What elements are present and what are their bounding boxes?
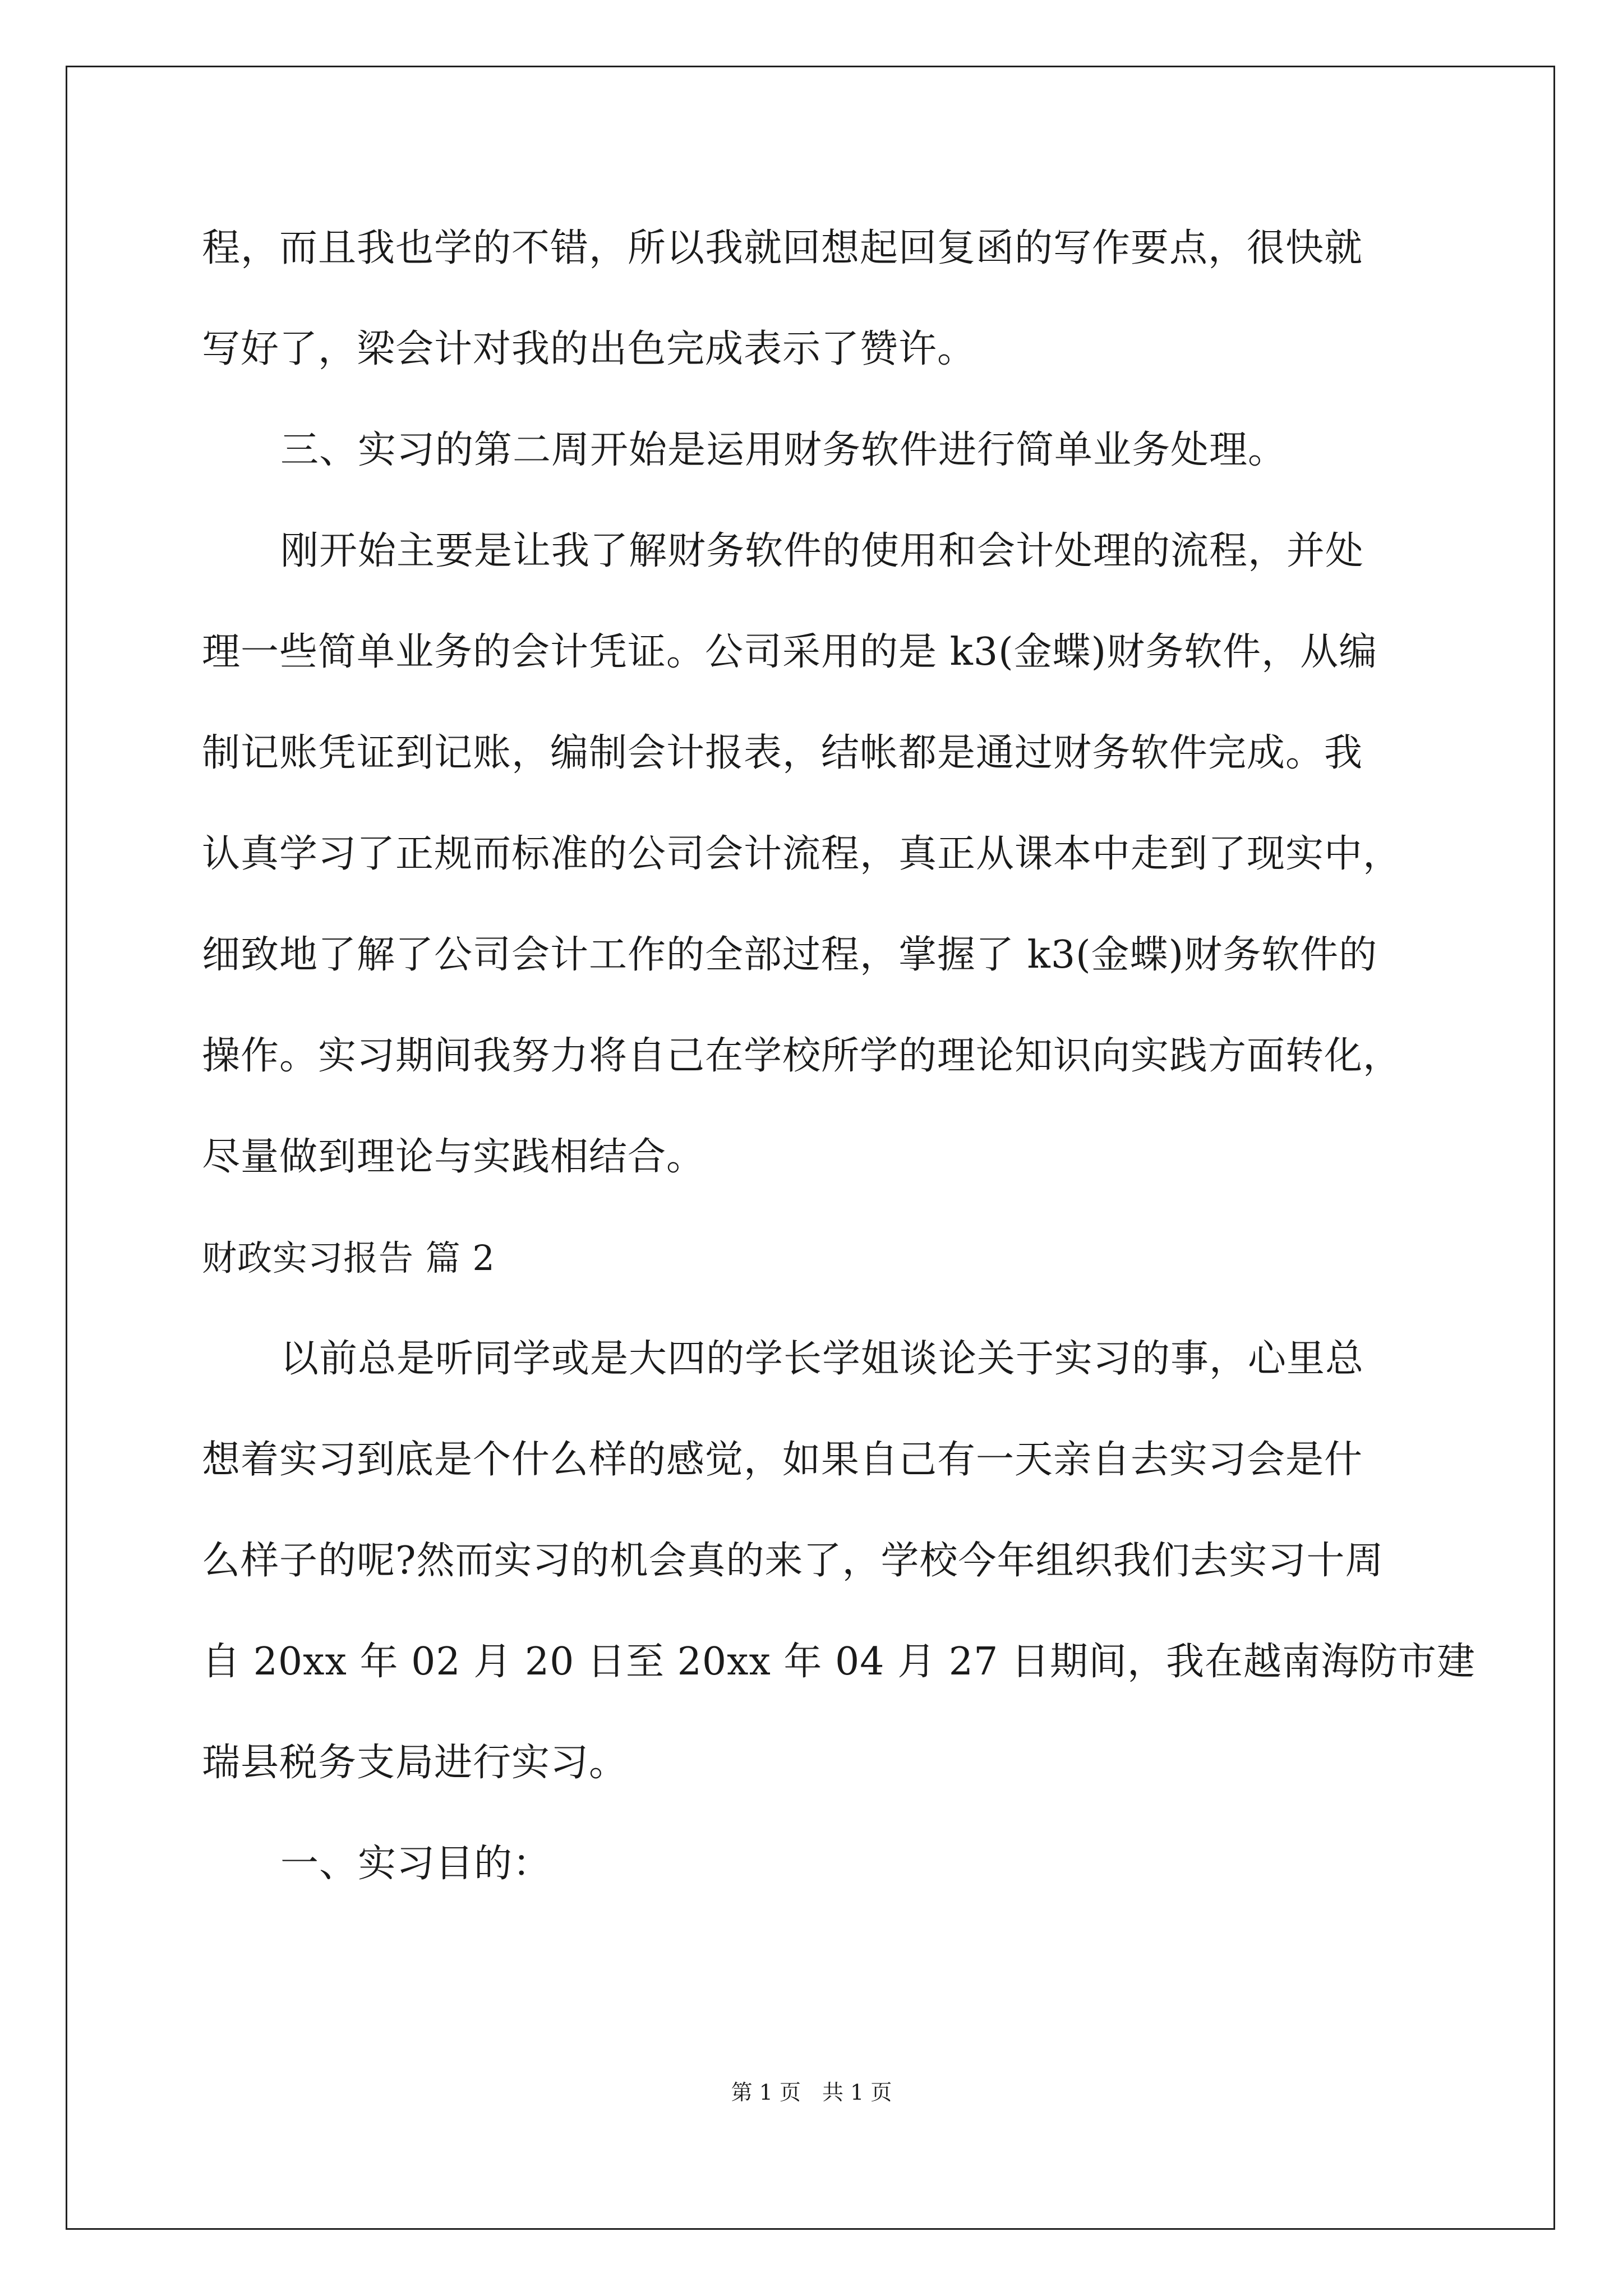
paragraph-line: 刚开始主要是让我了解财务软件的使用和会计处理的流程，并处	[280, 529, 1364, 573]
paragraph-line: 三、实习的第二周开始是运用财务软件进行简单业务处理。	[280, 428, 1287, 472]
page-number-footer: 第 1 页 共 1 页	[731, 2080, 892, 2105]
paragraph-line: 想着实习到底是个什么样的感觉，如果自己有一天亲自去实习会是什	[202, 1438, 1363, 1482]
paragraph-line: 认真学习了正规而标准的公司会计流程，真正从课本中走到了现实中，	[202, 832, 1402, 876]
paragraph-line: 一、实习目的：	[280, 1842, 552, 1886]
paragraph-line: 理一些简单业务的会计凭证。公司采用的是 k3(金蝶)财务软件，从编	[202, 630, 1378, 674]
paragraph-line: 细致地了解了公司会计工作的全部过程，掌握了 k3(金蝶)财务软件的	[202, 933, 1378, 977]
paragraph-line: 瑞县税务支局进行实习。	[202, 1741, 628, 1785]
paragraph-line: 制记账凭证到记账，编制会计报表，结帐都是通过财务软件完成。我	[202, 731, 1363, 775]
paragraph-line: 程，而且我也学的不错，所以我就回想起回复函的写作要点，很快就	[202, 226, 1363, 270]
paragraph-line: 写好了，梁会计对我的出色完成表示了赞许。	[202, 327, 976, 371]
paragraph-line: 么样子的呢?然而实习的机会真的来了，学校今年组织我们去实习十周	[202, 1539, 1384, 1583]
paragraph-line: 以前总是听同学或是大四的学长学姐谈论关于实习的事，心里总	[280, 1337, 1364, 1381]
paragraph-line: 自 20xx 年 02 月 20 日至 20xx 年 04 月 27 日期间，我在越南海防市建	[202, 1640, 1476, 1684]
section-title: 财政实习报告 篇 2	[202, 1237, 495, 1278]
paragraph-line: 操作。实习期间我努力将自己在学校所学的理论知识向实践方面转化，	[202, 1034, 1402, 1078]
paragraph-line: 尽量做到理论与实践相结合。	[202, 1135, 706, 1179]
